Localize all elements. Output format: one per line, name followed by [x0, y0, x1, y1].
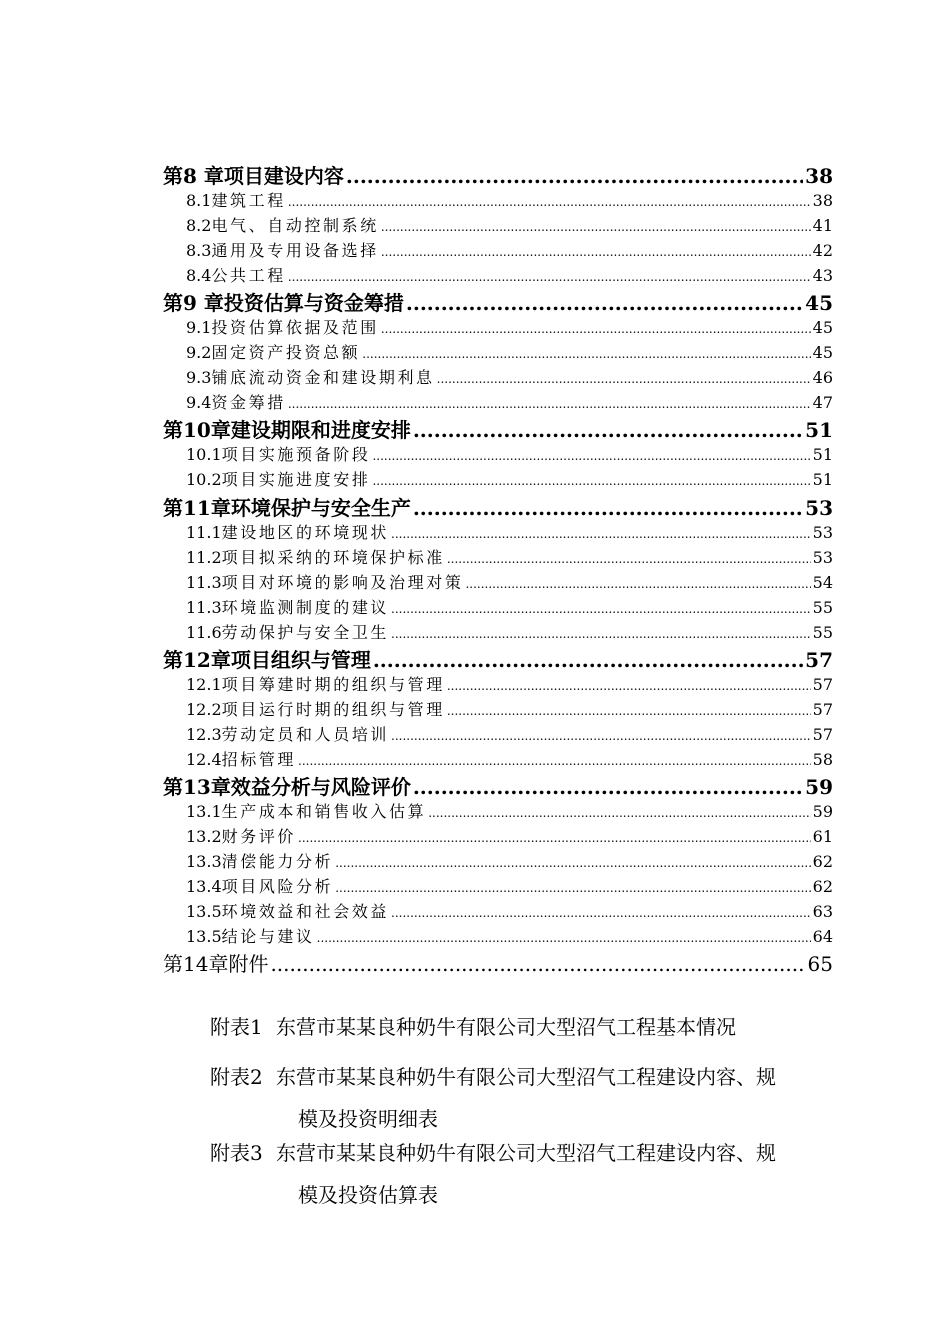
toc-page-number: 42 [812, 241, 833, 260]
toc-entry-title: 项目运行时期的组织与管理 [221, 700, 445, 719]
toc-entry-number: 11.3 [186, 573, 222, 592]
toc-dot-leader [288, 270, 811, 284]
toc-dot-leader [391, 527, 811, 541]
toc-entry-title: 效益分析与风险评价 [230, 775, 411, 799]
toc-entry-title: 项目建设内容 [223, 164, 344, 188]
appendix-item[interactable] [210, 1132, 840, 1216]
toc-entry-number: 9.1 [186, 318, 212, 337]
toc-dot-leader [381, 220, 811, 234]
toc-dot-leader [372, 474, 810, 488]
toc-page-number: 57 [812, 675, 833, 694]
toc-entry-title: 建设地区的环境现状 [221, 523, 390, 542]
toc-section-row[interactable] [163, 315, 833, 340]
toc-entry-number: 9.3 [186, 368, 212, 387]
appendix-item[interactable] [210, 1006, 840, 1048]
appendix-title-continued: 模及投资估算表 [298, 1183, 438, 1207]
appendix-label: 附表1 [210, 1015, 263, 1039]
toc-entry-title: 项目实施预备阶段 [221, 445, 371, 464]
toc-entry-number: 12.2 [186, 700, 222, 719]
toc-entry-number: 13.4 [186, 877, 222, 896]
toc-page-number: 57 [812, 700, 833, 719]
toc-entry-number: 第12章 [163, 648, 231, 672]
toc-entry-title: 投资估算与资金筹措 [223, 291, 404, 315]
toc-entry-title: 公共工程 [211, 266, 286, 285]
toc-section-row[interactable] [163, 899, 833, 924]
toc-dot-leader [362, 347, 810, 361]
toc-entry-number: 13.1 [186, 802, 222, 821]
toc-entry-title: 固定资产投资总额 [211, 343, 361, 362]
toc-page-number: 38 [805, 164, 833, 188]
toc-dot-leader [381, 322, 811, 336]
toc-entry-title: 清偿能力分析 [221, 852, 334, 871]
toc-entry-number: 12.1 [186, 675, 222, 694]
toc-page-number: 53 [812, 548, 833, 567]
toc-entry-number: 8.1 [186, 191, 212, 210]
toc-entry-title: 附件 [228, 952, 269, 976]
toc-entry-number: 9.2 [186, 343, 212, 362]
toc-section-row[interactable] [163, 824, 833, 849]
toc-entry-title: 结论与建议 [221, 927, 315, 946]
toc-section-row[interactable] [163, 442, 833, 467]
toc-entry-number: 第13章 [163, 775, 231, 799]
toc-section-row[interactable] [163, 213, 833, 238]
toc-entry-title: 环境监测制度的建议 [221, 598, 390, 617]
toc-dot-leader [437, 372, 811, 386]
toc-entry-number: 10.2 [186, 470, 222, 489]
toc-dot-leader [413, 496, 803, 520]
toc-entry-number: 10.1 [186, 445, 222, 464]
toc-entry-number: 第9 章 [163, 291, 224, 315]
toc-entry-number: 13.5 [186, 902, 222, 921]
toc-dot-leader [413, 775, 803, 799]
toc-page-number: 65 [807, 952, 833, 976]
toc-page-number: 63 [812, 902, 833, 921]
toc-dot-leader [428, 806, 810, 820]
toc-entry-number: 8.2 [186, 216, 212, 235]
toc-dot-leader [447, 552, 811, 566]
toc-dot-leader [298, 754, 811, 768]
toc-page-number: 61 [812, 827, 833, 846]
toc-entry-number: 8.4 [186, 266, 212, 285]
toc-entry-title: 通用及专用设备选择 [211, 241, 379, 260]
toc-entry-title: 环境效益和社会效益 [221, 902, 390, 921]
toc-entry-number: 13.2 [186, 827, 222, 846]
toc-dot-leader [391, 627, 811, 641]
toc-page-number: 43 [812, 266, 833, 285]
toc-section-row[interactable] [163, 570, 833, 595]
toc-dot-leader [391, 602, 811, 616]
appendix-title-continued: 模及投资明细表 [298, 1107, 438, 1131]
toc-dot-leader [465, 577, 810, 591]
toc-section-row[interactable] [163, 467, 833, 492]
toc-page-number: 54 [812, 573, 833, 592]
toc-entry-title: 铺底流动资金和建设期利息 [211, 368, 435, 387]
appendix-title: 东营市某某良种奶牛有限公司大型沼气工程建设内容、规 [276, 1141, 776, 1165]
toc-dot-leader [335, 856, 810, 870]
toc-page-number: 46 [812, 368, 833, 387]
toc-dot-leader [298, 831, 811, 845]
toc-dot-leader [391, 729, 811, 743]
toc-chapter-row[interactable] [163, 644, 833, 672]
toc-entry-title: 建筑工程 [211, 191, 286, 210]
toc-entry-number: 13.3 [186, 852, 222, 871]
toc-page-number: 62 [812, 852, 833, 871]
toc-page-number: 53 [805, 496, 833, 520]
toc-dot-leader [270, 952, 805, 976]
toc-entry-number: 12.4 [186, 750, 222, 769]
toc-section-row[interactable] [163, 924, 833, 949]
toc-entry-title: 建设期限和进度安排 [230, 418, 411, 442]
toc-entry-number: 13.5 [186, 927, 222, 946]
toc-dot-leader [317, 931, 811, 945]
toc-entry-title: 项目拟采纳的环境保护标准 [221, 548, 445, 567]
toc-page-number: 59 [812, 802, 833, 821]
toc-page-number: 51 [812, 445, 833, 464]
toc-chapter-row[interactable] [163, 160, 833, 188]
toc-section-row[interactable] [163, 849, 833, 874]
toc-section-row[interactable] [163, 520, 833, 545]
toc-dot-leader [447, 679, 811, 693]
toc-dot-leader [372, 449, 810, 463]
toc-entry-number: 第8 章 [163, 164, 224, 188]
toc-section-row[interactable] [163, 620, 833, 645]
toc-page-number: 45 [805, 291, 833, 315]
toc-dot-leader [373, 648, 803, 672]
toc-entry-number: 8.3 [186, 241, 212, 260]
toc-page-number: 55 [812, 598, 833, 617]
toc-page-number: 41 [812, 216, 833, 235]
toc-entry-number: 11.1 [186, 523, 222, 542]
toc-page-number: 47 [812, 393, 833, 412]
toc-chapter-row[interactable] [163, 771, 833, 799]
toc-dot-leader [413, 418, 803, 442]
toc-section-row[interactable] [163, 799, 833, 824]
toc-entry-number: 11.3 [186, 598, 222, 617]
toc-page-number: 62 [812, 877, 833, 896]
toc-page-number: 53 [812, 523, 833, 542]
toc-page-number: 58 [812, 750, 833, 769]
toc-section-row[interactable] [163, 747, 833, 772]
toc-entry-title: 项目筹建时期的组织与管理 [221, 675, 445, 694]
toc-entry-number: 第10章 [163, 418, 231, 442]
toc-page-number: 59 [805, 775, 833, 799]
toc-section-row[interactable] [163, 263, 833, 288]
toc-dot-leader [346, 164, 803, 188]
toc-entry-title: 资金筹措 [211, 393, 286, 412]
toc-entry-number: 第11章 [163, 496, 231, 520]
toc-chapter-row[interactable] [163, 287, 833, 315]
appendix-title: 东营市某某良种奶牛有限公司大型沼气工程基本情况 [276, 1015, 736, 1039]
toc-entry-title: 劳动保护与安全卫生 [221, 623, 390, 642]
toc-page-number: 38 [812, 191, 833, 210]
appendix-title: 东营市某某良种奶牛有限公司大型沼气工程建设内容、规 [276, 1065, 776, 1089]
toc-entry-title: 项目实施进度安排 [221, 470, 371, 489]
toc-section-row[interactable] [163, 722, 833, 747]
toc-section-row[interactable] [163, 595, 833, 620]
toc-entry-number: 11.2 [186, 548, 222, 567]
toc-entry-title: 项目组织与管理 [230, 648, 371, 672]
toc-entry-title: 招标管理 [221, 750, 297, 769]
toc-dot-leader [381, 245, 811, 259]
toc-entry-title: 环境保护与安全生产 [230, 496, 411, 520]
toc-page-number: 51 [812, 470, 833, 489]
toc-dot-leader [391, 906, 811, 920]
toc-entry-title: 项目风险分析 [221, 877, 334, 896]
toc-section-row[interactable] [163, 238, 833, 263]
toc-entry-title: 生产成本和销售收入估算 [221, 802, 427, 821]
toc-section-row[interactable] [163, 672, 833, 697]
toc-page-number: 55 [812, 623, 833, 642]
toc-chapter-row[interactable] [163, 948, 833, 976]
toc-dot-leader [288, 397, 811, 411]
toc-dot-leader [288, 195, 811, 209]
toc-entry-number: 12.3 [186, 725, 222, 744]
toc-section-row[interactable] [163, 340, 833, 365]
toc-entry-title: 劳动定员和人员培训 [221, 725, 390, 744]
toc-chapter-row[interactable] [163, 492, 833, 520]
toc-section-row[interactable] [163, 390, 833, 415]
toc-page-number: 45 [812, 343, 833, 362]
toc-entry-title: 电气、自动控制系统 [211, 216, 379, 235]
appendix-label: 附表2 [210, 1065, 263, 1089]
toc-page-number: 64 [812, 927, 833, 946]
toc-dot-leader [447, 704, 811, 718]
appendix-item[interactable] [210, 1056, 840, 1140]
toc-page-number: 51 [805, 418, 833, 442]
toc-dot-leader [335, 881, 810, 895]
toc-dot-leader [406, 291, 803, 315]
toc-section-row[interactable] [163, 874, 833, 899]
toc-section-row[interactable] [163, 365, 833, 390]
toc-entry-number: 第14章 [163, 952, 229, 976]
toc-section-row[interactable] [163, 697, 833, 722]
toc-page-number: 57 [812, 725, 833, 744]
toc-entry-title: 财务评价 [221, 827, 297, 846]
toc-entry-title: 投资估算依据及范围 [211, 318, 379, 337]
toc-page-number: 45 [812, 318, 833, 337]
toc-entry-title: 项目对环境的影响及治理对策 [221, 573, 464, 592]
toc-entry-number: 11.6 [186, 623, 222, 642]
toc-entry-number: 9.4 [186, 393, 212, 412]
toc-section-row[interactable] [163, 545, 833, 570]
toc-page-number: 57 [805, 648, 833, 672]
toc-chapter-row[interactable] [163, 414, 833, 442]
toc-section-row[interactable] [163, 188, 833, 213]
appendix-label: 附表3 [210, 1141, 263, 1165]
